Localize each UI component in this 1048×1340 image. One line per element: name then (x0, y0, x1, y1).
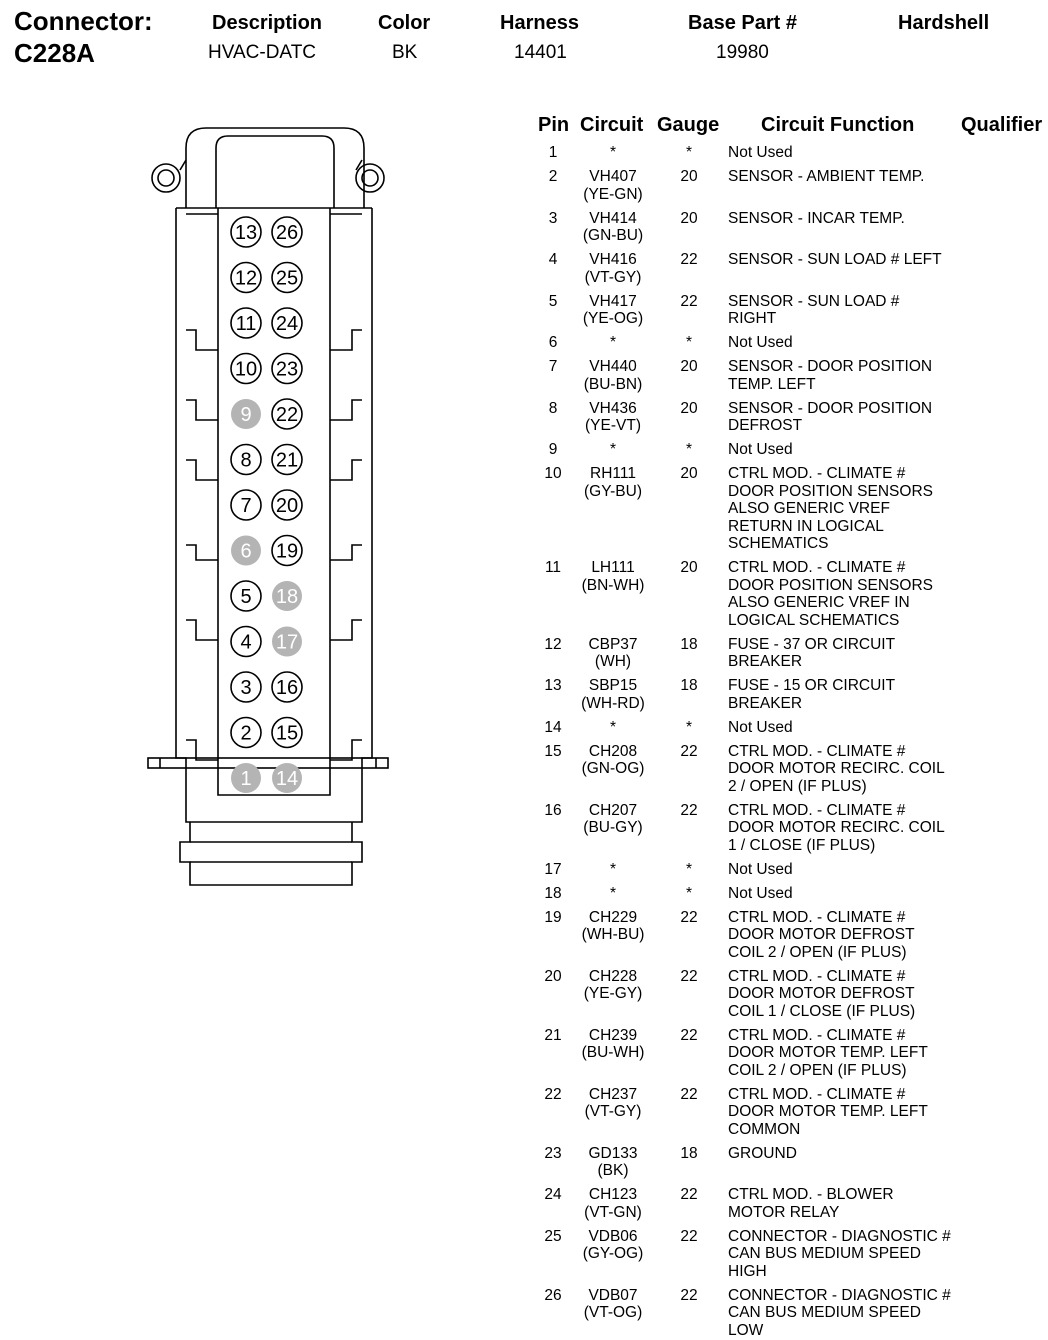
wire-color: (GN-OG) (581, 760, 645, 777)
circuit-function-line: SENSOR - DOOR POSITION (728, 358, 933, 375)
circuit-cell (568, 1228, 658, 1263)
pin-array (231, 217, 302, 793)
circuit-function-line: Not Used (728, 718, 793, 736)
col-hardshell: Hardshell (898, 12, 990, 34)
wire-color: (GN-BU) (582, 227, 644, 244)
circuit-function-line: CONNECTOR - DIAGNOSTIC # (728, 1227, 951, 1245)
pin-18-label: 18 (275, 586, 299, 608)
circuit-id: * (609, 860, 617, 878)
circuit-function-cell (728, 636, 968, 671)
circuit-cell (568, 441, 658, 459)
circuit-id: VDB07 (588, 1286, 638, 1304)
pin-15-label: 15 (275, 722, 299, 745)
circuit-cell (568, 168, 658, 203)
circuit-cell (568, 861, 658, 879)
circuit-function-line: DOOR MOTOR TEMP. LEFT (728, 1103, 928, 1120)
pin-number: 7 (548, 358, 558, 375)
pin-12-label: 12 (234, 267, 258, 290)
pin-5-label: 5 (240, 586, 252, 608)
pin-14-label: 14 (275, 768, 299, 790)
circuit-cell (568, 210, 658, 245)
wire-color: (BU-BN) (583, 375, 643, 393)
circuit-function-cell (728, 1186, 968, 1221)
circuit-function-line: CTRL MOD. - CLIMATE # (728, 465, 906, 482)
pin-2-label: 2 (240, 722, 252, 745)
circuit-function-line: DOOR MOTOR DEFROST (728, 985, 915, 1002)
circuit-function-line: Not Used (728, 860, 793, 878)
circuit-function-line: DOOR MOTOR RECIRC. COIL (728, 819, 945, 836)
circuit-function-line: CTRL MOD. - CLIMATE # (728, 742, 906, 760)
pin-number: 8 (548, 399, 558, 417)
circuit-function-line: CTRL MOD. - CLIMATE # (728, 1026, 906, 1044)
gauge-cell: * (685, 334, 693, 351)
gauge-cell: 20 (680, 399, 698, 417)
wire-color: (VT-OG) (583, 1304, 643, 1321)
circuit-function-cell (728, 559, 968, 629)
circuit-function-cell (728, 677, 968, 712)
gauge-cell: 22 (680, 1186, 698, 1203)
col-harness: Harness (500, 12, 579, 34)
circuit-function-cell (728, 968, 968, 1021)
circuit-cell (568, 636, 658, 671)
pin-13-label: 13 (234, 222, 258, 244)
circuit-function-line: ALSO GENERIC VREF IN (728, 594, 910, 611)
pin-19-label: 19 (275, 540, 299, 563)
circuit-function-line: Not Used (728, 334, 793, 351)
circuit-function-cell (728, 1145, 968, 1163)
pin-number: 17 (544, 860, 562, 878)
pin-6-label: 6 (240, 540, 252, 563)
circuit-id: CBP37 (588, 635, 638, 653)
gauge-cell: 20 (680, 209, 698, 227)
circuit-id: LH111 (591, 559, 635, 576)
circuit-function-cell (728, 358, 968, 393)
circuit-id: VH436 (589, 399, 637, 417)
circuit-function-line: BREAKER (728, 694, 803, 712)
circuit-cell (568, 1086, 658, 1121)
pin-number: 1 (548, 144, 558, 161)
circuit-id: CH208 (588, 742, 638, 760)
gauge-cell: * (685, 144, 693, 161)
circuit-function-cell (728, 168, 968, 186)
circuit-id: * (609, 718, 617, 736)
gauge-cell: 22 (680, 292, 698, 310)
wire-color: (YE-GN) (583, 185, 643, 203)
circuit-cell (568, 885, 658, 903)
circuit-id: RH111 (590, 465, 636, 482)
circuit-id: GD133 (588, 1144, 638, 1162)
circuit-cell (568, 358, 658, 393)
circuit-function-line: CTRL MOD. - CLIMATE # (728, 1085, 906, 1103)
gauge-cell: * (685, 441, 693, 458)
circuit-function-line: CTRL MOD. - CLIMATE # (728, 967, 906, 985)
gauge-cell: 22 (680, 1286, 698, 1304)
circuit-function-line: FUSE - 37 OR CIRCUIT (728, 635, 896, 653)
pin-number: 14 (544, 718, 562, 736)
circuit-function-line: MOTOR RELAY (728, 1203, 840, 1221)
pin-3-label: 3 (240, 677, 252, 699)
col-color: Color (378, 12, 431, 34)
pin-22-label: 22 (275, 404, 299, 426)
pin-number: 26 (544, 1286, 562, 1304)
wire-color: (VT-GY) (584, 268, 642, 286)
pin-16-label: 16 (275, 677, 299, 699)
gauge-cell: 22 (680, 1026, 698, 1044)
circuit-function-cell (728, 144, 968, 162)
circuit-function-line: COMMON (728, 1120, 801, 1138)
circuit-cell (568, 719, 658, 737)
harness-value: 14401 (514, 42, 567, 63)
pin-number: 13 (544, 677, 562, 694)
circuit-function-line: COIL 2 / OPEN (IF PLUS) (728, 943, 907, 961)
circuit-cell (568, 1287, 658, 1322)
circuit-cell (568, 1186, 658, 1221)
circuit-id: SBP15 (588, 677, 638, 694)
circuit-cell (568, 334, 658, 352)
circuit-function-line: SCHEMATICS (728, 535, 829, 552)
gauge-cell: * (685, 860, 693, 878)
circuit-id: CH123 (588, 1186, 638, 1203)
pin-17-label: 17 (275, 631, 299, 654)
circuit-function-line: BREAKER (728, 653, 803, 670)
th-qualifier: Qualifier (961, 114, 1043, 136)
gauge-cell: 22 (680, 742, 698, 760)
gauge-cell: 20 (680, 358, 698, 375)
circuit-function-line: LOGICAL SCHEMATICS (728, 611, 900, 629)
circuit-function-cell (728, 465, 968, 553)
circuit-function-line: SENSOR - INCAR TEMP. (728, 209, 905, 227)
circuit-function-line: Not Used (728, 884, 793, 902)
circuit-function-line: CONNECTOR - DIAGNOSTIC # (728, 1286, 951, 1304)
description-value: HVAC-DATC (208, 42, 317, 63)
pin-number: 6 (548, 334, 558, 351)
wire-color: (WH-BU) (581, 926, 645, 943)
gauge-cell: 18 (680, 677, 698, 694)
circuit-function-line: ALSO GENERIC VREF (728, 500, 890, 517)
circuit-function-line: CTRL MOD. - CLIMATE # (728, 908, 906, 926)
circuit-cell (568, 743, 658, 778)
circuit-function-line: GROUND (728, 1144, 797, 1162)
circuit-function-line: Not Used (728, 441, 793, 458)
circuit-id: CH229 (588, 908, 638, 926)
circuit-function-line: DOOR POSITION SENSORS (728, 576, 933, 594)
circuit-id: CH228 (588, 967, 638, 985)
pin-25-label: 25 (275, 267, 299, 290)
wire-color: (BU-GY) (583, 819, 643, 836)
pin-number: 18 (544, 884, 562, 902)
circuit-function-cell (728, 861, 968, 879)
wire-color: (GY-BU) (584, 482, 642, 500)
pin-number: 15 (544, 742, 562, 760)
gauge-cell: 18 (680, 1144, 698, 1162)
pin-number: 9 (548, 441, 558, 458)
color-value: BK (392, 42, 418, 63)
wire-color: (WH) (594, 653, 632, 670)
gauge-cell: * (685, 884, 693, 902)
wire-color: (YE-GY) (583, 985, 643, 1002)
circuit-function-line: CTRL MOD. - CLIMATE # (728, 801, 906, 819)
pin-24-label: 24 (275, 313, 299, 335)
circuit-id: CH237 (588, 1085, 638, 1103)
circuit-function-line: Not Used (728, 144, 793, 161)
wire-color: (BN-WH) (581, 576, 645, 594)
circuit-function-line: DOOR MOTOR TEMP. LEFT (728, 1044, 928, 1061)
circuit-function-line: 2 / OPEN (IF PLUS) (728, 777, 867, 795)
circuit-id: VH416 (589, 251, 637, 268)
wire-color: (BK) (597, 1162, 629, 1179)
circuit-function-cell (728, 334, 968, 352)
circuit-id: VH417 (589, 292, 637, 310)
pin-number: 21 (544, 1026, 562, 1044)
pin-number: 10 (544, 465, 562, 482)
pin-1-label: 1 (240, 768, 252, 790)
circuit-function-cell (728, 802, 968, 855)
circuit-id: VH407 (589, 168, 637, 185)
wire-color: (BU-WH) (581, 1044, 645, 1061)
circuit-function-line: SENSOR - AMBIENT TEMP. (728, 168, 925, 185)
circuit-cell (568, 968, 658, 1003)
pin-number: 12 (544, 635, 562, 653)
circuit-function-line: RIGHT (728, 310, 777, 327)
pin-number: 25 (544, 1227, 562, 1245)
circuit-function-line: RETURN IN LOGICAL (728, 517, 884, 535)
circuit-id: * (609, 884, 617, 902)
gauge-cell: 22 (680, 908, 698, 926)
gauge-cell: 18 (680, 635, 698, 653)
pin-9-label: 9 (240, 404, 252, 426)
wire-color: (GY-OG) (582, 1245, 644, 1262)
wire-color: (YE-OG) (582, 310, 644, 327)
circuit-function-line: CTRL MOD. - BLOWER (728, 1186, 894, 1203)
circuit-cell (568, 144, 658, 162)
circuit-function-line: HIGH (728, 1262, 767, 1280)
pin-number: 4 (548, 251, 558, 268)
circuit-id: VDB06 (588, 1227, 638, 1245)
circuit-function-line: TEMP. LEFT (728, 375, 816, 393)
circuit-function-line: SENSOR - DOOR POSITION (728, 399, 933, 417)
circuit-function-line: CAN BUS MEDIUM SPEED (728, 1245, 921, 1262)
pin-number: 11 (544, 559, 562, 576)
circuit-function-line: COIL 2 / OPEN (IF PLUS) (728, 1061, 907, 1079)
circuit-function-cell (728, 441, 968, 459)
pin-23-label: 23 (275, 358, 299, 381)
circuit-id: VH414 (589, 209, 637, 227)
circuit-function-cell (728, 909, 968, 962)
pin-26-label: 26 (275, 222, 299, 244)
circuit-id: CH207 (588, 801, 638, 819)
col-base-part: Base Part # (688, 12, 797, 34)
th-circuit: Circuit (580, 114, 644, 136)
circuit-function-line: DOOR MOTOR RECIRC. COIL (728, 760, 945, 777)
circuit-function-cell (728, 210, 968, 228)
gauge-cell: 20 (680, 168, 698, 185)
gauge-cell: 22 (680, 251, 698, 268)
gauge-cell: 22 (680, 967, 698, 985)
circuit-function-cell (728, 400, 968, 435)
circuit-cell (568, 251, 658, 286)
connector-housing (148, 128, 388, 885)
circuit-function-line: FUSE - 15 OR CIRCUIT (728, 677, 896, 694)
gauge-cell: 22 (680, 1227, 698, 1245)
pin-number: 5 (548, 292, 558, 310)
circuit-id: * (609, 144, 617, 161)
pin-21-label: 21 (275, 449, 299, 472)
pin-number: 23 (544, 1144, 562, 1162)
circuit-cell (568, 1145, 658, 1180)
circuit-function-line: DOOR MOTOR DEFROST (728, 926, 915, 943)
pin-number: 16 (544, 801, 562, 819)
connector-diagram (0, 0, 520, 900)
pin-8-label: 8 (240, 449, 252, 472)
circuit-function-line: CTRL MOD. - CLIMATE # (728, 559, 906, 576)
pin-11-label: 11 (235, 313, 257, 335)
circuit-function-cell (728, 1287, 968, 1340)
gauge-cell: 20 (680, 559, 698, 576)
wire-color: (WH-RD) (581, 694, 645, 712)
pin-7-label: 7 (240, 495, 252, 517)
circuit-cell (568, 909, 658, 944)
wire-color: (VT-GY) (584, 1103, 642, 1120)
circuit-cell (568, 465, 658, 500)
gauge-cell: 22 (680, 801, 698, 819)
circuit-function-cell (728, 743, 968, 796)
circuit-cell (568, 293, 658, 328)
circuit-function-cell (728, 1027, 968, 1080)
circuit-function-line: LOW (728, 1321, 764, 1339)
connector-label: Connector: (14, 6, 153, 36)
pin-10-label: 10 (234, 358, 258, 381)
circuit-function-cell (728, 1228, 968, 1281)
pin-number: 19 (544, 908, 562, 926)
gauge-cell: 22 (680, 1085, 698, 1103)
circuit-function-line: COIL 1 / CLOSE (IF PLUS) (728, 1002, 916, 1020)
pin-number: 24 (544, 1186, 562, 1203)
th-circuit-function: Circuit Function (761, 114, 915, 136)
circuit-id: * (609, 334, 617, 351)
gauge-cell: 20 (680, 465, 698, 482)
pin-number: 22 (544, 1085, 562, 1103)
connector-id: C228A (14, 38, 95, 68)
col-description: Description (212, 12, 323, 34)
circuit-cell (568, 802, 658, 837)
circuit-function-cell (728, 251, 968, 269)
circuit-function-cell (728, 885, 968, 903)
circuit-function-line: 1 / CLOSE (IF PLUS) (728, 836, 876, 854)
pin-number: 2 (548, 168, 558, 185)
circuit-function-cell (728, 719, 968, 737)
base-part-value: 19980 (716, 42, 769, 63)
circuit-function-line: SENSOR - SUN LOAD # LEFT (728, 251, 942, 268)
circuit-function-cell (728, 293, 968, 328)
circuit-id: CH239 (588, 1026, 638, 1044)
circuit-id: * (609, 441, 617, 458)
gauge-cell: * (685, 718, 693, 736)
wire-color: (VT-GN) (584, 1203, 642, 1221)
circuit-function-line: DOOR POSITION SENSORS (728, 482, 933, 500)
pin-number: 3 (548, 209, 558, 227)
pin-4-label: 4 (240, 631, 252, 654)
wire-color: (YE-VT) (585, 417, 641, 434)
circuit-cell (568, 1027, 658, 1062)
circuit-function-line: CAN BUS MEDIUM SPEED (728, 1304, 921, 1321)
circuit-id: VH440 (589, 358, 637, 375)
circuit-cell (568, 559, 658, 594)
circuit-cell (568, 400, 658, 435)
pin-20-label: 20 (275, 495, 299, 517)
th-gauge: Gauge (657, 114, 720, 136)
pin-number: 20 (544, 967, 562, 985)
circuit-function-line: SENSOR - SUN LOAD # (728, 292, 900, 310)
th-pin: Pin (538, 114, 570, 136)
circuit-cell (568, 677, 658, 712)
circuit-function-cell (728, 1086, 968, 1139)
circuit-function-line: DEFROST (728, 417, 803, 434)
